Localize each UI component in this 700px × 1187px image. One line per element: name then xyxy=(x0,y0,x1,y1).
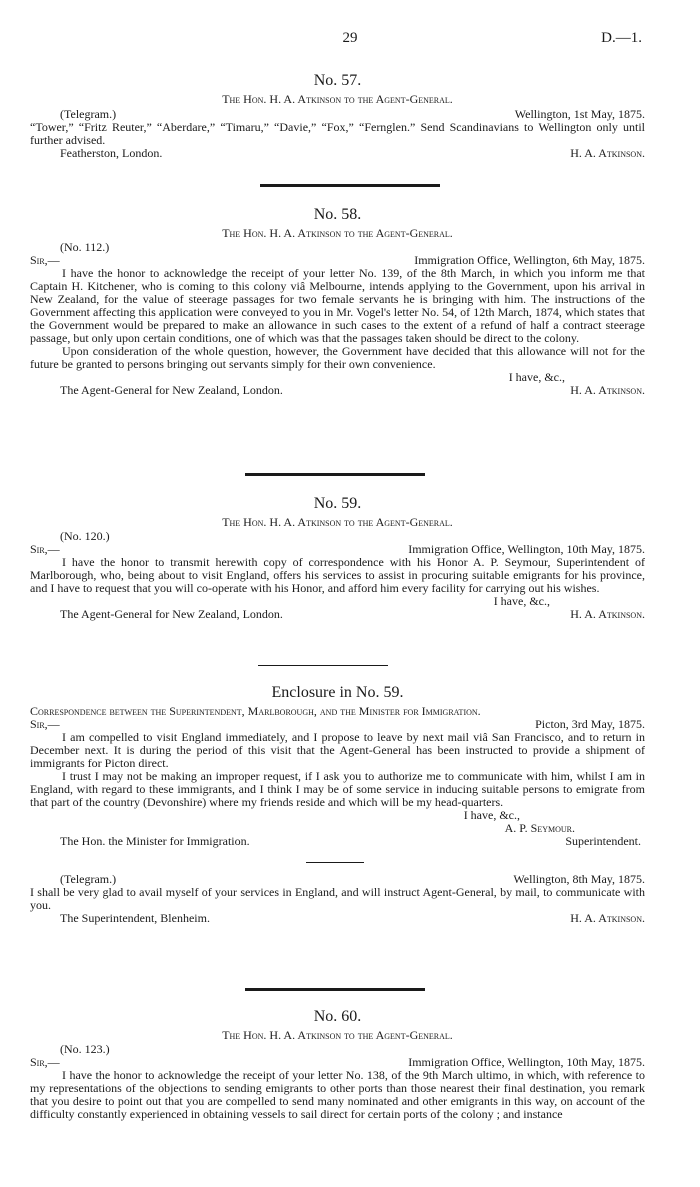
enclosure-section xyxy=(30,684,645,925)
dateline: Wellington, 1st May, 1875. xyxy=(514,107,645,121)
section-heading: The Hon. H. A. Atkinson to the Agent-General. xyxy=(222,226,453,240)
addressee: The Superintendent, Blenheim. xyxy=(60,911,210,925)
section-no-60 xyxy=(30,1008,645,1121)
section-title: No. 60. xyxy=(313,1008,362,1025)
signature-row xyxy=(30,384,645,397)
salutation: Sir,— xyxy=(30,717,60,731)
letter-paragraph: I trust I may not be making an improper request, if I ask you to authorize me to communicate with him, whilst I am in England, with regard to these immigrants, and I think I may be of some service in inducing suitable persons to emigrate from that part of the country (Devonshire) where my friends reside and which will be my head-quarters. xyxy=(30,769,645,809)
salutation: Sir,— xyxy=(30,1055,60,1069)
signature-row xyxy=(30,147,645,160)
section-title: No. 59. xyxy=(313,495,362,512)
addressee: The Agent-General for New Zealand, London. xyxy=(60,607,283,621)
signature: H. A. Atkinson. xyxy=(570,911,645,925)
dateline: Immigration Office, Wellington, 10th May, 1875. xyxy=(408,542,645,556)
section-heading: The Hon. H. A. Atkinson to the Agent-General. xyxy=(222,1028,453,1042)
salutation: Sir,— xyxy=(30,542,60,556)
enclosure-title: Enclosure in No. 59. xyxy=(271,684,404,701)
section-title: No. 58. xyxy=(313,206,362,223)
letter-paragraph: I have the honor to acknowledge the receipt of your letter No. 139, of the 8th March, in which you inform me that Captain H. Kitchener, who is coming to this colony viâ Melbourne, intends applying to the Government, upon his arrival in New Zealand, for the value of steerage passages for two female servants he is bringing with him. The instructions of the Government affecting this application were conveyed to you in Mr. Vogel's letter No. 54, of 12th March, 1874, which states that the Government would be prepared to make an allowance in such cases to the extent of a refund of half a contract steerage passage, but only upon certain conditions, one of which was that the passages taken should be direct to the colony. xyxy=(30,266,645,345)
letter-ref: (No. 120.) xyxy=(60,529,110,543)
closing: I have, &c., xyxy=(463,808,520,822)
enclosure-heading: Correspondence between the Superintendent, Marlborough, and the Minister for Immigration. xyxy=(30,704,481,718)
section-title: No. 57. xyxy=(313,72,362,89)
section-heading: The Hon. H. A. Atkinson to the Agent-General. xyxy=(222,92,453,106)
telegram-label: (Telegram.) xyxy=(60,872,117,886)
addressee: Featherston, London. xyxy=(60,146,163,160)
letter-paragraph: I have the honor to acknowledge the receipt of your letter No. 138, of the 9th March ultimo, in which, with reference to my representations of the objections to sending emigrants to other ports than those nearest their final destination, you remark that you desire to point out that you are compelled to send many nominated and other emigrants in this way, on account of the difficulty constantly experienced in obtaining vessels to sail direct for certain ports of the colony ; and instance xyxy=(30,1068,645,1121)
telegram-label: (Telegram.) xyxy=(60,107,117,121)
section-heading: The Hon. H. A. Atkinson to the Agent-General. xyxy=(222,515,453,529)
dateline: Immigration Office, Wellington, 10th May, 1875. xyxy=(408,1055,645,1069)
signature: A. P. Seymour. xyxy=(504,821,575,835)
dateline: Picton, 3rd May, 1875. xyxy=(535,717,645,731)
page-number: 29 xyxy=(342,30,358,46)
dateline: Immigration Office, Wellington, 6th May, 1875. xyxy=(414,253,645,267)
signature-row xyxy=(30,835,645,848)
salutation: Sir,— xyxy=(30,253,60,267)
closing: I have, &c., xyxy=(493,594,550,608)
section-divider xyxy=(245,988,425,991)
signature: H. A. Atkinson. xyxy=(570,607,645,621)
section-divider xyxy=(258,665,388,666)
signature-title: Superintendent. xyxy=(565,834,641,848)
letter-paragraph: I have the honor to transmit herewith copy of correspondence with his Honor A. P. Seymour, Superintendent of Marlborough, who, being about to visit England, offers his services to assist in procuring suitable emigrants for his province, and I have to request that you will co-operate with his Honor, and afford him every facility for carrying out his wishes. xyxy=(30,555,645,595)
section-no-58 xyxy=(30,206,645,397)
closing: I have, &c., xyxy=(508,370,565,384)
addressee: The Hon. the Minister for Immigration. xyxy=(60,834,250,848)
section-divider xyxy=(260,184,440,187)
letter-paragraph: I am compelled to visit England immediately, and I propose to leave by next mail viâ San Francisco, and to return in December next. It is during the period of this visit that the Agent-General has been instructed to provide a shipment of immigrants for Picton direct. xyxy=(30,730,645,770)
page-header xyxy=(0,32,700,50)
telegram-divider xyxy=(306,862,364,863)
letter-paragraph: Upon consideration of the whole question, however, the Government have decided that this allowance will not for the future be granted to persons bringing out servants simply for their own convenience. xyxy=(30,344,645,371)
dateline: Wellington, 8th May, 1875. xyxy=(513,872,645,886)
signature: H. A. Atkinson. xyxy=(570,383,645,397)
letter-ref: (No. 123.) xyxy=(60,1042,110,1056)
document-reference: D.—1. xyxy=(601,30,642,46)
signature-row xyxy=(30,912,645,925)
section-divider xyxy=(245,473,425,476)
signature-row xyxy=(30,608,645,621)
section-no-59 xyxy=(30,495,645,621)
signature: H. A. Atkinson. xyxy=(570,146,645,160)
telegram-body: I shall be very glad to avail myself of your services in England, and will instruct Agent-General, by mail, to communicate with you. xyxy=(30,885,645,912)
section-no-57 xyxy=(30,72,645,160)
letter-ref: (No. 112.) xyxy=(60,240,110,254)
telegram-body: “Tower,” “Fritz Reuter,” “Aberdare,” “Timaru,” “Davie,” “Fox,” “Fernglen.” Send Scandinavians to Wellington only until further advised. xyxy=(30,120,645,147)
addressee: The Agent-General for New Zealand, London. xyxy=(60,383,283,397)
